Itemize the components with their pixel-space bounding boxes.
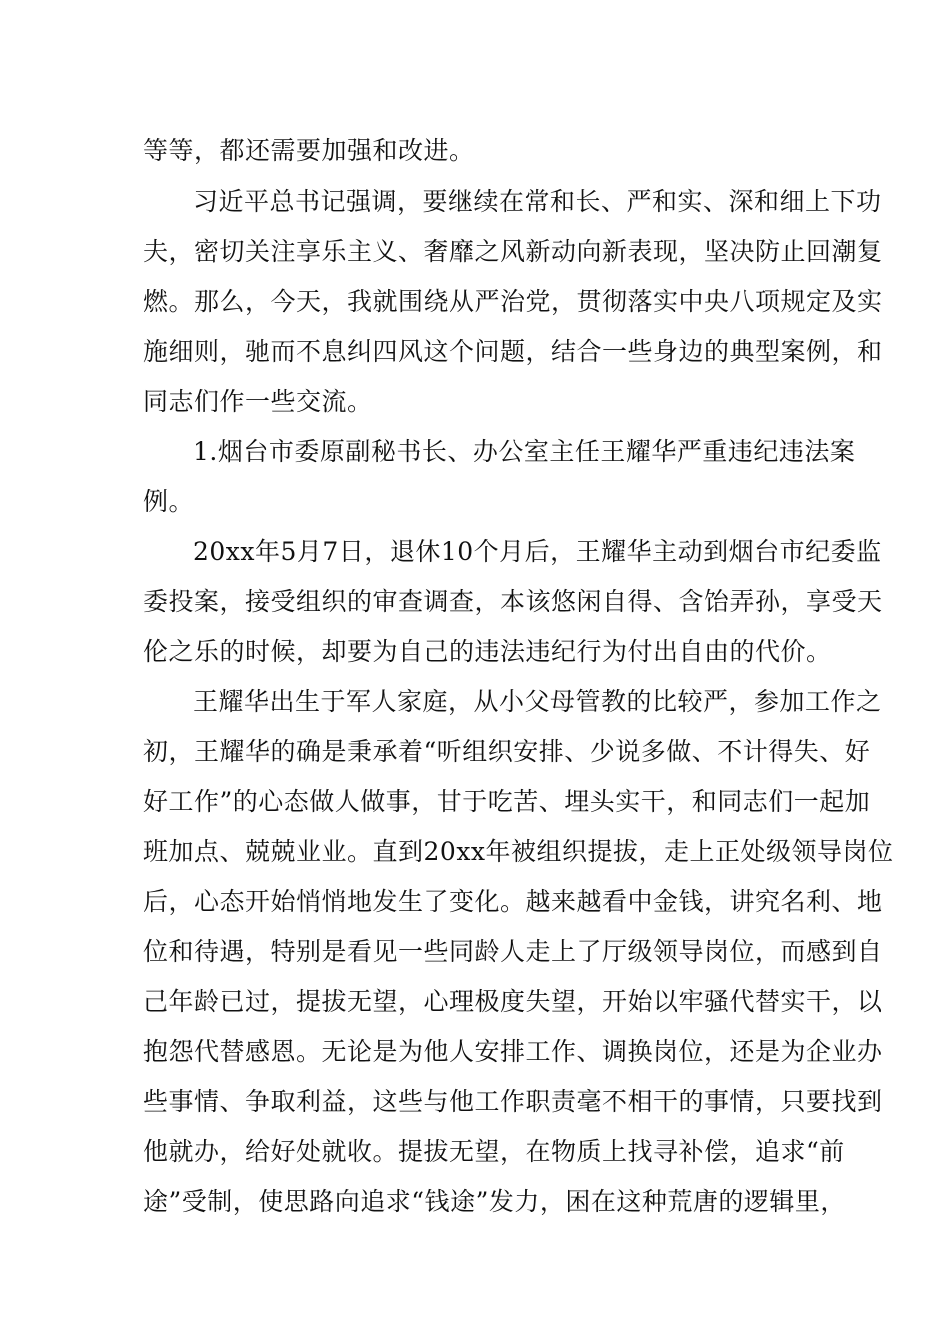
text-line: 途”受制，使思路向追求“钱途”发力，困在这种荒唐的逻辑里， (143, 1187, 846, 1216)
text-line: 抱怨代替感恩。无论是为他人安排工作、调换岗位，还是为企业办 (143, 1037, 883, 1066)
text-line: 位和待遇，特别是看见一些同龄人走上了厅级领导岗位，而感到自 (143, 937, 883, 966)
text-line: 初，王耀华的确是秉承着“听组织安排、少说多做、不计得失、好 (143, 737, 871, 766)
text-line: 委投案，接受组织的审查调查，本该悠闲自得、含饴弄孙，享受天 (143, 587, 883, 616)
text-line: 些事情、争取利益，这些与他工作职责毫不相干的事情，只要找到 (143, 1087, 883, 1116)
text-line: 好工作”的心态做人做事，甘于吃苦、埋头实干，和同志们一起加 (143, 787, 871, 816)
text-line: 后，心态开始悄悄地发生了变化。越来越看中金钱，讲究名利、地 (143, 887, 883, 916)
text-line: 1.烟台市委原副秘书长、办公室主任王耀华严重违纪违法案 (193, 437, 856, 466)
text-line: 施细则，驰而不息纠四风这个问题，结合一些身边的典型案例，和 (143, 337, 883, 366)
text-line: 20xx年5月7日，退休10个月后，王耀华主动到烟台市纪委监 (193, 537, 882, 566)
text-line: 伦之乐的时候，却要为自己的违法违纪行为付出自由的代价。 (143, 637, 832, 666)
text-line: 王耀华出生于军人家庭，从小父母管教的比较严，参加工作之 (193, 687, 882, 716)
text-line: 夫，密切关注享乐主义、奢靡之风新动向新表现，坚决防止回潮复 (143, 237, 883, 266)
text-line: 班加点、兢兢业业。直到20xx年被组织提拔，走上正处级领导岗位 (143, 837, 894, 866)
text-line: 他就办，给好处就收。提拔无望，在物质上找寻补偿，追求“前 (143, 1137, 845, 1166)
text-line: 同志们作一些交流。 (143, 387, 373, 416)
text-line: 己年龄已过，提拔无望，心理极度失望，开始以牢骚代替实干，以 (143, 987, 883, 1016)
text-line: 习近平总书记强调，要继续在常和长、严和实、深和细上下功 (193, 187, 882, 216)
text-line: 等等，都还需要加强和改进。 (143, 136, 475, 165)
text-line: 例。 (143, 487, 195, 516)
text-line: 燃。那么，今天，我就围绕从严治党，贯彻落实中央八项规定及实 (143, 287, 883, 316)
